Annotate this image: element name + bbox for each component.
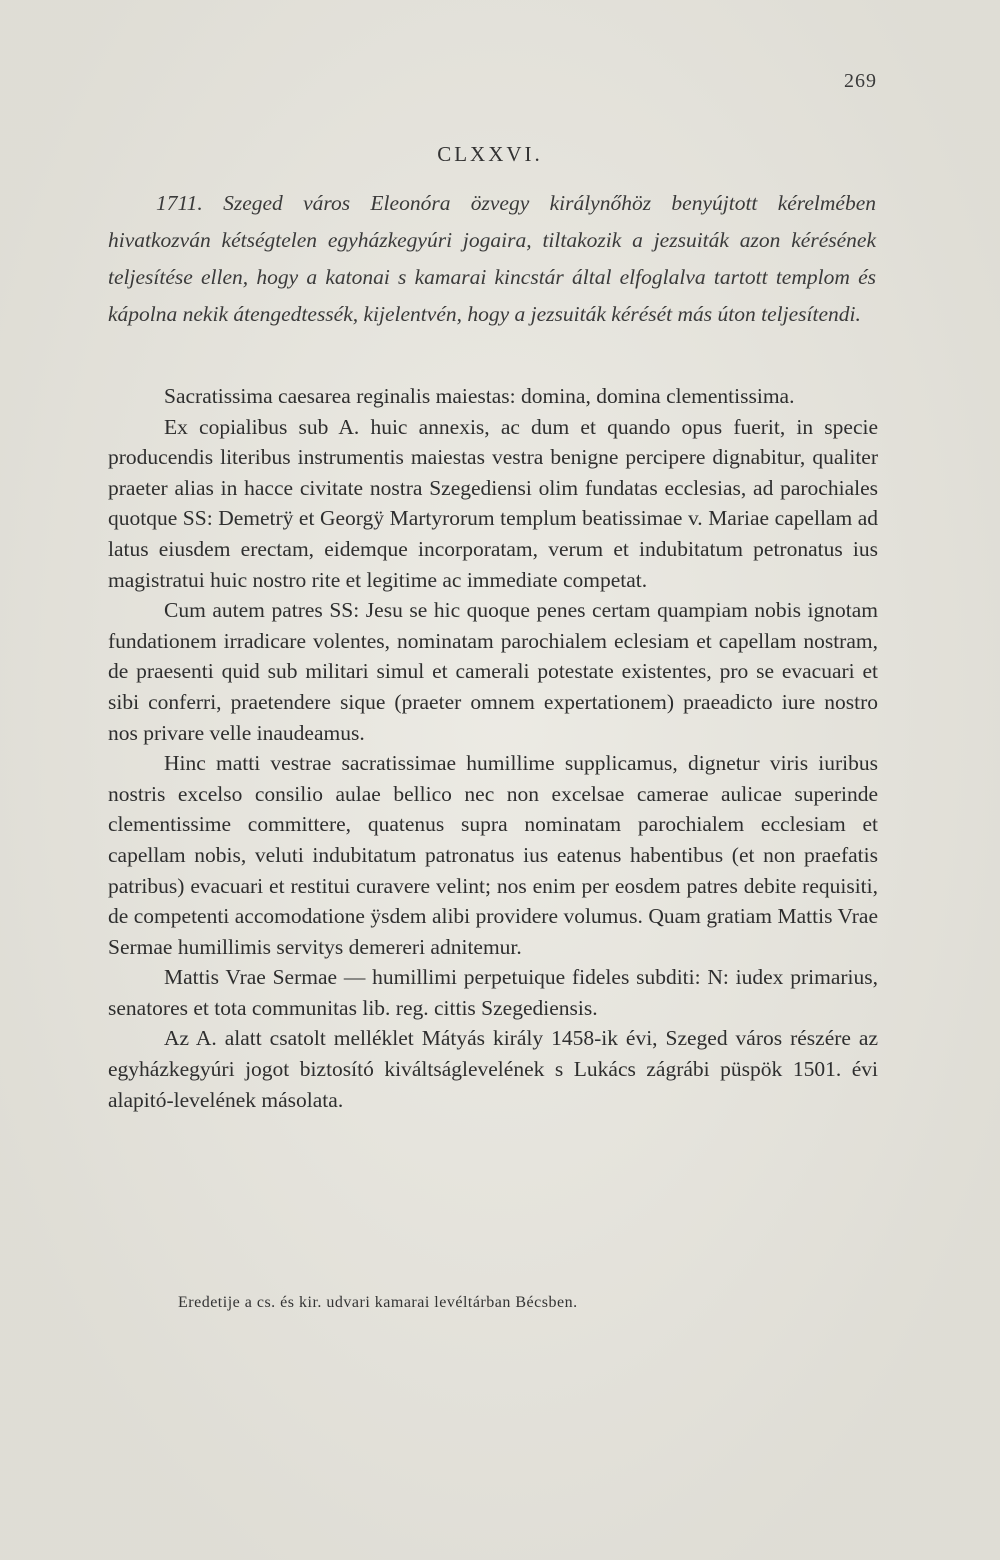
body-paragraph: Hinc matti vestrae sacratissimae humillime supplicamus, dignetur viris iuribus nostris excelso consilio aulae bellico nec non excelsae camerae aulicae superinde clementissime committere, quatenus supra nominatam parochialem ecclesiam et capellam nobis, veluti indubitatum patronatus ius eatenus habentibus (et non praefatis patribus) evacuari et restitui curavere velint; nos enim per eosdem patres debite requisiti, de competenti accomodatione ÿsdem alibi providere volumus. Quam gratiam Mattis Vrae Sermae humillimis servitys demereri adnitemur. (108, 751, 878, 959)
body-paragraph: Cum autem patres SS: Jesu se hic quoque penes certam quampiam nobis ignotam fundationem irradicare volentes, nominatam parochialem eclesiam et capellam nostram, de praesenti quid sub militari simul et camerali potestate existentes, pro se evacuari et sibi conferri, praetendere sique (praeter omnem expertationem) praeadicto iure nostro nos privare velle inaudeamus. (108, 598, 878, 745)
document-body (108, 381, 878, 1115)
body-paragraph-note: Az A. alatt csatolt melléklet Mátyás király 1458-ik évi, Szeged város részére az egyházkegyúri jogot biztosító kiváltságlevelének s Lukács zágrábi püspök 1501. évi alapitó-levelének másolata. (108, 1026, 878, 1112)
source-footnote: Eredetije a cs. és kir. udvari kamarai levéltárban Bécsben. (178, 1294, 578, 1311)
body-paragraph-salutation: Sacratissima caesarea reginalis maiestas: domina, domina clementissima. (164, 384, 795, 408)
body-paragraph: Ex copialibus sub A. huic annexis, ac dum et quando opus fuerit, in specie producendis literibus instrumentis maiestas vestra benigne percipere dignabitur, qualiter praeter alias in hacce civitate nostra Szegediensi olim fundatas ecclesias, ad parochiales quotque SS: Demetrÿ et Georgÿ Martyrorum templum beatissimae v. Mariae capellam ad latus eiusdem erectam, eidemque incorporatam, verum et indubitatum petronatus ius magistratui huic nostro rite et legitime ac immediate competat. (108, 414, 878, 592)
body-paragraph-signature: Mattis Vrae Sermae — humillimi perpetuique fideles subditi: N: iudex primarius, senatores et tota communitas lib. reg. cittis Szegediensis. (108, 965, 878, 1020)
page-number: 269 (844, 70, 877, 92)
document-summary: 1711. Szeged város Eleonóra özvegy királynőhöz benyújtott kérelmében hivatkozván kétségtelen egyházkegyúri jogaira, tiltakozik a jezsuiták azon kérésének teljesítése ellen, hogy a katonai s kamarai kincstár által elfoglalva tartott templom és kápolna nekik átengedtessék, kijelentvén, hogy a jezsuiták kérését más úton teljesítendi. (108, 191, 876, 326)
document-heading: CLXXVI. (437, 142, 543, 166)
